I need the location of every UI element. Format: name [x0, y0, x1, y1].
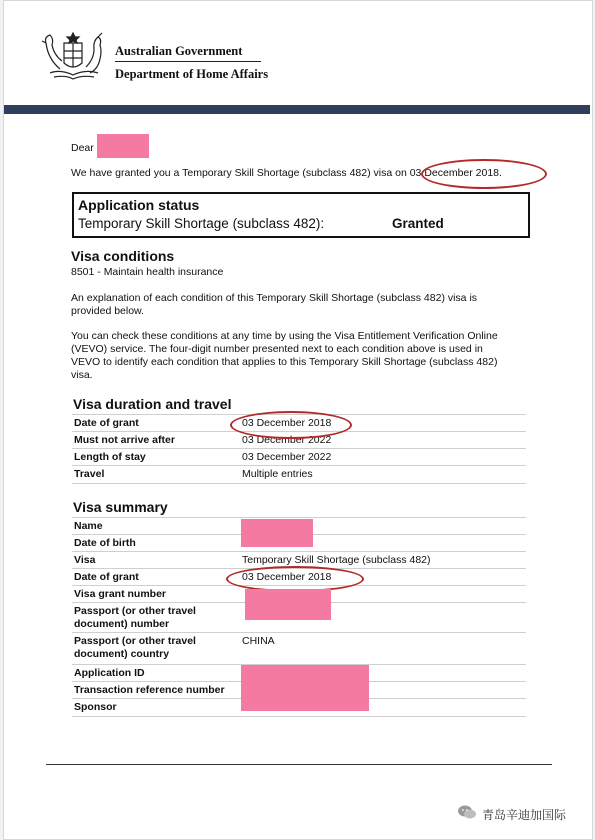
- row-label: Name: [74, 520, 103, 532]
- row-value: 03 December 2018: [242, 417, 332, 429]
- row-label: Date of grant: [74, 571, 139, 583]
- vevo-line: VEVO to identify each condition that applies to this Temporary Skill Shortage (subclass 482): [71, 356, 498, 368]
- visa-conditions-heading: Visa conditions: [71, 248, 175, 264]
- row-label: Passport (or other travel: [74, 635, 196, 647]
- header-divider: [115, 61, 261, 62]
- highlight-ellipse: [230, 411, 352, 439]
- table-row: [72, 632, 526, 663]
- row-value: 03 December 2022: [242, 451, 332, 463]
- coat-of-arms-icon: [36, 29, 110, 83]
- redacted-name: [97, 134, 149, 158]
- row-value: CHINA: [242, 635, 275, 647]
- row-label: Transaction reference number: [74, 684, 225, 696]
- row-label: Visa: [74, 554, 96, 566]
- row-label: Length of stay: [74, 451, 146, 463]
- row-value: 03 December 2018: [242, 571, 332, 583]
- grant-sentence-text: We have granted you a Temporary Skill Shortage (subclass 482) visa on: [71, 167, 407, 179]
- vevo-line: You can check these conditions at any time by using the Visa Entitlement Verification Online: [71, 330, 498, 342]
- grant-sentence-date: 03 December 2018.: [409, 167, 502, 179]
- highlight-ellipse: [421, 159, 547, 189]
- row-label: Application ID: [74, 667, 145, 679]
- row-label: Travel: [74, 468, 105, 480]
- visa-duration-heading: Visa duration and travel: [73, 396, 232, 412]
- header-bar: [4, 105, 590, 114]
- application-status-box: [72, 192, 530, 238]
- redacted-name-dob: [241, 519, 313, 547]
- footer-rule: [46, 764, 552, 765]
- redacted-grant-passport: [245, 589, 331, 620]
- application-status-title: Application status: [78, 197, 200, 213]
- row-label: Passport (or other travel: [74, 605, 196, 617]
- row-value: Multiple entries: [242, 468, 313, 480]
- row-value: Temporary Skill Shortage (subclass 482): [242, 554, 431, 566]
- visa-condition-8501: 8501 - Maintain health insurance: [71, 266, 224, 278]
- row-label: Date of birth: [74, 537, 136, 549]
- wechat-icon: [457, 804, 477, 820]
- watermark-text: 青岛辛迪加国际: [482, 808, 567, 822]
- explanation-line: An explanation of each condition of this Temporary Skill Shortage (subclass 482) visa is: [71, 292, 478, 304]
- visa-summary-heading: Visa summary: [73, 499, 168, 515]
- government-title: Australian Government: [115, 44, 243, 58]
- vevo-line: visa.: [71, 369, 93, 381]
- salutation: Dear: [71, 142, 94, 154]
- row-label: Must not arrive after: [74, 434, 175, 446]
- department-name: Department of Home Affairs: [115, 67, 269, 81]
- row-label: Sponsor: [74, 701, 117, 713]
- redacted-application-details: [241, 665, 369, 711]
- application-status-label: Temporary Skill Shortage (subclass 482):: [78, 216, 325, 231]
- row-label: document) number: [74, 618, 170, 630]
- table-row: [72, 465, 526, 484]
- application-status-value: Granted: [392, 216, 444, 231]
- row-label: Date of grant: [74, 417, 139, 429]
- row-label: document) country: [74, 648, 170, 660]
- explanation-line: provided below.: [71, 305, 144, 317]
- vevo-line: (VEVO) service. The four-digit number presented next to each condition above is used in: [71, 343, 483, 355]
- table-row: [72, 448, 526, 466]
- letter-page: [3, 0, 593, 840]
- row-label: Visa grant number: [74, 588, 166, 600]
- row-value: 03 December 2022: [242, 434, 332, 446]
